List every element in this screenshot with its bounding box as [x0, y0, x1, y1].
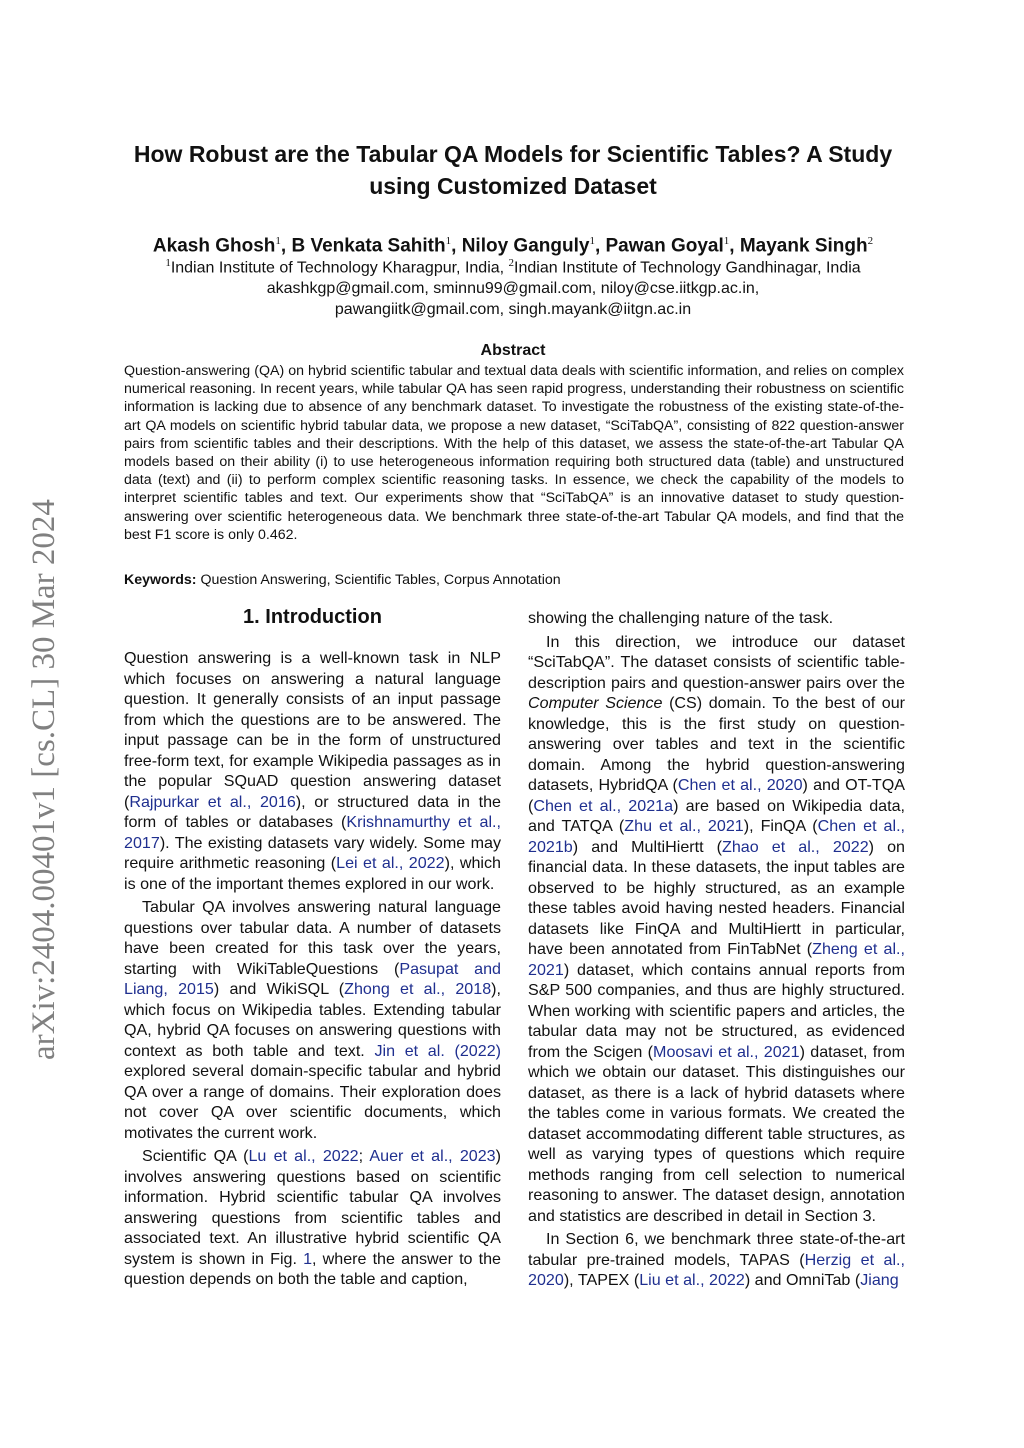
paragraph: In this direction, we introduce our dataset “SciTabQA”. The dataset consists of scientific table-description pairs and question-answer pairs over the Computer Science (CS) domain. To the best of our knowledge, this is the first study on question-answering over tables and text in the scientific domain. Among the hybrid question-answering datasets, HybridQA (Chen et al., 2020) and OT-TQA (Chen et al., 2021a) are based on Wikipedia data, and TATQA (Zhu et al., 2021), FinQA (Chen et al., 2021b) and MultiHiertt (Zhao et al., 2022) on financial data. In these datasets, the input tables are observed to be highly structured, as an example these tables avoid having nested headers. Financial datasets like FinQA and MultiHiertt in particular, have been annotated from FinTabNet (Zheng et al., 2021) dataset, which contains annual reports from S&P 500 companies, and thus are highly structured. When working with scientific papers and articles, the tabular data may not be structured, as evidenced from the Scigen (Moosavi et al., 2021) dataset, from which we obtain our dataset. This distinguishes our dataset, as there is a lack of hybrid datasets where the tables come in various formats. We created the dataset accommodating different table structures, as well as varying types of questions which require methods ranging from cell selection to numerical reasoning to answer. The dataset design, annotation and statistics are described in detail in Section 3. [528, 632, 906, 1225]
citation-link[interactable]: Chen et al., 2021b [528, 817, 906, 856]
paragraph: Scientific QA (Lu et al., 2022; Auer et al., 2023) involves answering questions based on scientific information. Hybrid scientific tabular QA involves answering questions from scientific tables and associated text. An illustrative hybrid scientific QA system is shown in Fig. 1, where the answer to the question depends on both the table and caption, [124, 1147, 501, 1288]
keywords-line [124, 571, 904, 589]
citation-link[interactable]: Moosavi et al., 2021 [653, 1042, 800, 1061]
affiliation-mark: 2 [508, 257, 515, 269]
citation-link[interactable]: Chen et al., 2020 [677, 776, 803, 794]
figure-reference-link[interactable]: 1 [303, 1249, 313, 1268]
citation-link[interactable]: Krishnamurthy et al., 2017 [124, 813, 501, 852]
section-heading-introduction: 1. Introduction [243, 606, 382, 628]
arxiv-identifier-stamp: arXiv:2404.00401v1 [cs.CL] 30 Mar 2024 [26, 499, 62, 1060]
paragraph: Tabular QA involves answering natural language questions over tabular data. A number of datasets have been created for this task over the years, starting with WikiTableQuestions (Pasupat and Liang, 2015) and WikiSQL (Zhong et al., 2018), which focus on Wikipedia tables. Extending tabular QA, hybrid QA focuses on answering questions with context as both table and text. Jin et al. (2022) explored several domain-specific tabular and hybrid QA over a range of domains. Their exploration does not cover QA over scientific documents, which motivates the current work. [124, 898, 502, 1142]
citation-link[interactable]: Zhu et al., 2021 [624, 817, 744, 835]
author-name: Pawan Goyal [605, 235, 724, 257]
citation-link[interactable]: Pasupat and Liang, 2015 [124, 959, 501, 998]
affiliation-mark: 1 [275, 235, 281, 247]
affiliation-mark: 1 [589, 235, 595, 247]
author-name: B Venkata Sahith [291, 235, 446, 257]
abstract-text: Question-answering (QA) on hybrid scientific tabular and textual data deals with scientific information, and relies on complex numerical reasoning. In recent years, while tabular QA has seen rapid progress, understanding their robustness on scientific information is lacking due to absence of any benchmark dataset. To investigate the robustness of the existing state-of-the-art QA models on scientific hybrid tabular data, we propose a new dataset, “SciTabQA”, consisting of 822 question-answer pairs from scientific tables and their descriptions. With the help of this dataset, we assess the state-of-the-art Tabular QA models based on their ability (i) to use heterogeneous information requiring both structured data (table) and unstructured data (text) and (ii) to perform complex scientific reasoning tasks. In essence, we check the capability of the models to interpret scientific tables and text. Our experiments show that “SciTabQA” is an innovative dataset to study question-answering over scientific heterogeneous data. We benchmark three state-of-the-art Tabular QA models, and find that the best F1 score is only 0.462. [124, 363, 904, 543]
author-name: Mayank Singh [739, 235, 868, 257]
email-line: pawangiitk@gmail.com, singh.mayank@iitgn.ac.in [334, 301, 692, 319]
affiliation-mark: 2 [867, 235, 874, 247]
author-name: Niloy Ganguly [461, 235, 590, 257]
paragraph: Question answering is a well-known task in NLP which focuses on answering a natural language question. It generally consists of an input passage from which the questions are to be answered. The input passage can be in the form of unstructured free-form text, for example Wikipedia passages as in the popular SQuAD question answering dataset (Rajpurkar et al., 2016), or structured data in the form of tables or databases (Krishnamurthy et al., 2017). The existing datasets vary widely. Some may require arithmetic reasoning (Lei et al., 2022), which is one of the important themes explored in our work. [124, 649, 502, 893]
citation-link[interactable]: Auer et al., 2023 [369, 1147, 496, 1165]
left-column [124, 648, 501, 1293]
abstract-heading: Abstract [480, 342, 546, 359]
affiliation-mark: 1 [165, 257, 171, 269]
paper-title: How Robust are the Tabular QA Models for Scientific Tables? A Study using Customized Dataset [133, 141, 893, 199]
author-list: Akash Ghosh$^1$, B Venkata Sahith$^1$, Niloy Ganguly$^1$, Pawan Goyal$^1$, Mayank Singh$^2$ [152, 235, 874, 257]
citation-link[interactable]: Jiang [860, 1271, 899, 1289]
citation-link[interactable]: Lei et al., 2022 [336, 854, 445, 872]
keywords-label: Keywords: [124, 572, 197, 588]
citation-link[interactable]: Zhong et al., 2018 [344, 980, 492, 998]
citation-link[interactable]: Rajpurkar et al., 2016 [129, 792, 296, 811]
paragraph: showing the challenging nature of the task. [528, 609, 834, 627]
affiliation-mark: 1 [445, 235, 452, 247]
citation-link[interactable]: Herzig et al., 2020 [528, 1250, 905, 1289]
email-line: akashkgp@gmail.com, sminnu99@gmail.com, niloy@cse.iitkgp.ac.in, [266, 280, 760, 298]
affiliation-2: Indian Institute of Technology Gandhinagar, India [514, 259, 861, 277]
affiliation-mark: 1 [723, 235, 730, 247]
keywords-text: Question Answering, Scientific Tables, Corpus Annotation [200, 572, 561, 588]
citation-link[interactable]: Zhao et al., 2022 [722, 837, 869, 856]
citation-link[interactable]: Zheng et al., 2021 [528, 940, 905, 979]
affiliations-block [120, 253, 906, 320]
affiliation-line [120, 253, 906, 278]
citation-link[interactable]: Chen et al., 2021a [533, 796, 674, 815]
paragraph: In Section 6, we benchmark three state-of-the-art tabular pre-trained models, TAPAS (Herzig et al., 2020), TAPEX (Liu et al., 2022) and OmniTab (Jiang [528, 1230, 905, 1289]
author-name: Akash Ghosh [152, 235, 276, 257]
affiliation-1: Indian Institute of Technology Kharagpur, India, [170, 259, 505, 277]
citation-link[interactable]: Jin et al. (2022) [374, 1041, 502, 1060]
right-column [528, 608, 905, 1294]
emphasis: Computer Science [528, 694, 663, 712]
citation-link[interactable]: Lu et al., 2022 [248, 1147, 359, 1165]
citation-link[interactable]: Liu et al., 2022 [639, 1271, 745, 1289]
